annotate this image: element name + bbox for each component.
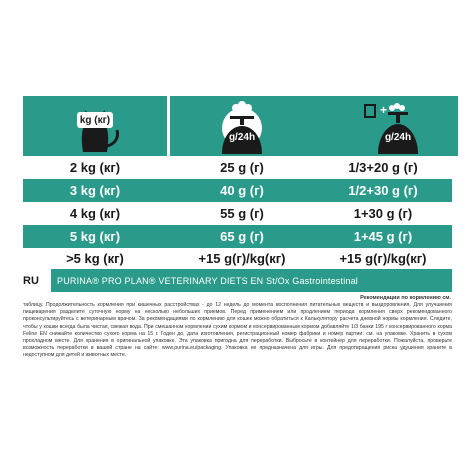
dry-food-header-panel xyxy=(170,96,314,156)
mixed-food-header-panel xyxy=(314,96,458,156)
mixed-food-column-label: g/24h xyxy=(384,132,412,143)
dry-food-scale-icon xyxy=(170,96,314,156)
weight-column-label: kg (кг) xyxy=(79,115,111,126)
product-title: PURINA® PRO PLAN® VETERINARY DIETS EN St/Ox Gastrointestinal xyxy=(51,269,452,292)
feeding-instructions-text: таблицу. Продолжительность кормления при кишечных расстройствах - до 12 недель до момента восполнения питательных веществ и выздоровления. Для улучшения пищеварения разделите суточную норму на несколько небольших приемов. Перед применением или продлением периода кормления сверх рекомендованного проконсультируйтесь с ветеринарным врачом. За рекомендациями по кормлению для кошек можно обратиться к Калькулятору расчета дневной нормы кормления. Следите, чтобы у кошки всегда была чистая, свежая вода. При смешанном кормлении сухим кормом и консервированным кормом добавляйте 1/3 банки 195 г консервированного корма Feline EN снижайте количество сухого корма на 15 г. Годен до, дата изготовления, регистрационный номер фабрики и номер партии: см. на упаковке. Хранить в сухом прохладном месте. Для хранения в оригинальной упаковке. Эта упаковка пригодна для переработки. Выбросьте в контейнер для переработки. Пожалуйста, проверьте возможность переработки в вашей стране на сайте: www.purina.eu/packaging. Упаковка не предназначена для игры. Для предотвращения риска удушения храните в недоступном для детей и животных месте. xyxy=(23,302,452,359)
language-bar xyxy=(23,269,452,292)
table-row xyxy=(23,225,452,248)
weight-cell: 5 kg (кг) xyxy=(69,229,121,244)
dry-food-cell: 40 g (г) xyxy=(220,183,264,198)
mixed-food-cell: 1+45 g (г) xyxy=(353,229,413,244)
cat-silhouette-icon xyxy=(23,96,167,156)
svg-text:+: + xyxy=(380,103,388,117)
dry-food-cell: 65 g (г) xyxy=(220,229,264,244)
table-row xyxy=(23,247,452,270)
dry-food-cell: +15 g(г)/kg(кг) xyxy=(198,251,286,266)
dry-food-cell: 25 g (г) xyxy=(220,160,264,175)
weight-cell: 4 kg (кг) xyxy=(69,206,121,221)
weight-header-panel xyxy=(23,96,167,156)
mixed-food-cell: 1/3+20 g (г) xyxy=(348,160,418,175)
table-row xyxy=(23,179,452,202)
mixed-food-cell: 1+30 g (г) xyxy=(353,206,413,221)
weight-cell: 3 kg (кг) xyxy=(69,183,121,198)
mixed-food-cell: 1/2+30 g (г) xyxy=(348,183,418,198)
dry-food-column-label: g/24h xyxy=(228,132,256,143)
weight-cell: 2 kg (кг) xyxy=(69,160,121,175)
dry-food-cell: 55 g (г) xyxy=(220,206,264,221)
table-row xyxy=(23,156,452,179)
feeding-recommendation-heading: Рекомендации по кормлению см. xyxy=(360,295,451,301)
language-code: RU xyxy=(23,274,39,287)
table-row xyxy=(23,202,452,225)
mixed-food-cell: +15 g(г)/kg(кг) xyxy=(339,251,427,266)
wet-and-dry-food-scale-icon xyxy=(314,96,458,156)
weight-cell: >5 kg (кг) xyxy=(66,251,124,266)
